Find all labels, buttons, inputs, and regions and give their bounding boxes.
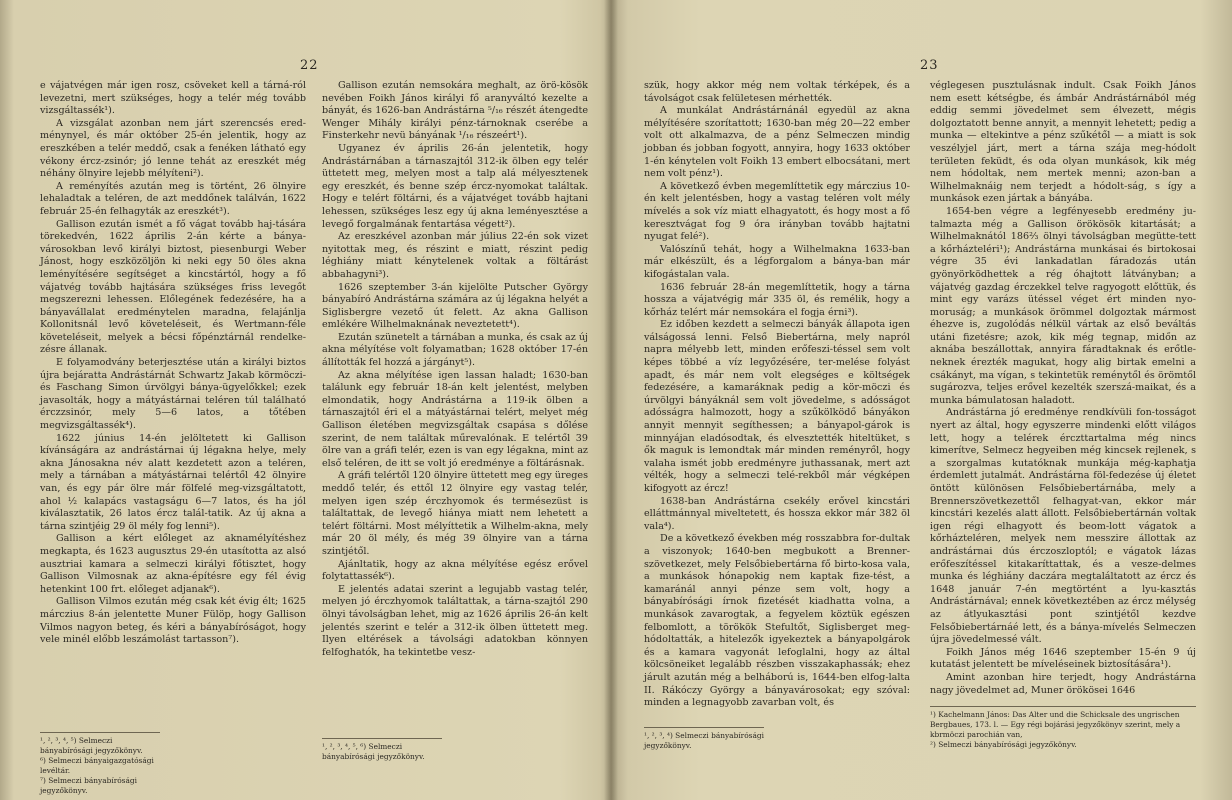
paragraph: 1638-ban Andrástárna csekély erővel kincstári elláttmánnyal miveltetett, és hossza ekkor már 382 öl vala⁴).: [644, 495, 910, 532]
paragraph: Gallison ezután nemsokára meghalt, az örö-kösök nevében Foikh János királyi fő aranyváltó kezelte a bányát, és 1626-ban Andrástárna ⁵/₁₆ részét átengedte Wenger Mihály királyi pénz-tárnoknak cserébe a Finsterkehr nevü bányának ¹/₁₆ részeért¹).: [322, 80, 588, 142]
paragraph: A reményítés azután meg is történt, 26 ölnyire lehaladtak a teléren, de azt meddőnek találván, 1622 február 25-én felhagyták az ereszkét³).: [40, 180, 306, 217]
footnote: ²) Selmeczi bányabírósági jegyzőkönyv.: [930, 740, 1077, 749]
footnote: ⁷) Selmeczi bányabírósági jegyzőkönyv.: [40, 776, 137, 795]
footnotes-column-2: [322, 738, 442, 762]
paragraph: Ezután szünetelt a tárnában a munka, és csak az új akna mélyítése volt folyamatban; 1628 október 17-én állították fel hozzá a járgányt⁵).: [322, 331, 588, 369]
paragraph: Gallison a kért előleget az aknamélyítéshez megkapta, és 1623 augusztus 29-én utasította az alsó ausztriai kamara a selmeczi királyi főtisztet, hogy Gallison Vilmosnak az akna-építésre egy fél évig hetenkint 100 frt. előleget adjanak⁶).: [40, 533, 306, 595]
text-column-1: [40, 80, 306, 700]
footnotes-column-2: [930, 706, 1196, 750]
paragraph: véglegesen pusztulásnak indult. Csak Foikh János nem esett kétségbe, és ámbár Andrástárnából még eddig semmi jövedelmet sem élvezett, mégis dolgoztatott benne annyit, a mennyit lehetett; pedig a munka — eltekintve a pénz szűkétől — a miatt is sok veszélyjel járt, mert a tárna szája meg-hódolt területen feküdt, és oda olyan munkások, kik még nem hódoltak, nem mertek menni; azon-ban a Wilhelmaknáig nem terjedt a hódolt-ság, s így a munkások ezen jártak a bányába.: [930, 80, 1196, 205]
footnote: ¹, ², ³, ⁴, ⁵) Selmeczi bányabírósági jegyzőkönyv.: [40, 736, 143, 755]
paragraph: 1654-ben végre a legfényesebb eredmény ju-talmazta még a Gallison örökösök kitartását; a Wilhelmaknától 186⅔ ölnyi távolságban megütte-tett a kőrházteléri¹); Andrástárna munkásai és birtokosai végre 35 évi lankadatlan fáradozás után gyönyörködhettek a rég óhajtott látványban; a vájatvég gazdag érczekkel telve ragyogott előttük, és mint egy varázs ütéssel véget ért minden nyo-moruság; a munkások örömmel dolgoztak mármost éhezve is, zugolódás nélkül vártak az első beváltás utáni fizetésre; azok, kik még tegnap, midőn az aknába beszállottak, annyira fáradtaknak és erőtle-neknek érezték magukat, hogy alig birtak emelni a csákányt, ma vígan, s tekintetük reménytől és örömtől sugározva, teljes erővel kezelték szerszá-maikat, és a munka bámulatosan haladott.: [930, 205, 1196, 406]
paragraph: Ez időben kezdett a selmeczi bányák állapota igen válságossá lenni. Felső Biebertárna, mely napról napra mélyebb lett, minden erőfeszi-téssel sem volt képes többé a víz legyőzésére, ter-melése folyást apadt, és már nem volt elegséges e költségek fedezésére, a kamaráknak pedig a kör-möczi és úrvölgyi bányáknál sem volt jövedelme, s adósságot adósságra halmozott, hogy a szűkölködő bányákon annyit mennyit segíthessen; a bányapol-gárok is minnyájan eladósodtak, és elvesztették hiteltüket, s ők maguk is lemondtak már minden reményről, hogy valaha ismét jobb eredményre juthassanak, mert azt vélték, hogy a selmeczi telé-rekből már végképen kifogyott az ércz!: [644, 319, 910, 494]
paragraph: Amint azonban hire terjedt, hogy Andrástárna nagy jövedelmet ad, Muner örökösei 1646: [930, 671, 1196, 696]
paragraph: E folyamodvány beterjesztése után a királyi biztos újra bejáratta Andrástárnát Schwartz Jakab körmöczi- és Faschang Simon úrvölgyi bánya-ügyelőkkel; ezek javasolták, hogy a mátyástárnai teléren túl található érczzsinór, mely 5—6 latos, a tőtében megvizsgáltassék⁴).: [40, 357, 306, 432]
paragraph: Valószínű tehát, hogy a Wilhelmakna 1633-ban már elkészült, és a légforgalom a bánya-ban már kifogástalan vala.: [644, 243, 910, 280]
paragraph: A munkálat Andrástárnánál egyedül az akna mélyítésére szorítattott; 1630-ban még 20—22 ember volt ott alkalmazva, de a pénz Selmeczen mindig jobban és jobban fogyott, annyira, hogy 1633 október 1-én kénytelen volt Foikh 13 embert elbocsátani, mert nem volt pénz¹).: [644, 105, 910, 180]
paragraph: Foikh János még 1646 szeptember 15-én 9 új kutatást jelentett be míveléseinek biztosítására¹).: [930, 646, 1196, 671]
paragraph: Ugyanez év április 26-án jelentetik, hogy Andrástárnában a tárnaszajtól 312-ik ölben egy telér üttetett meg, melyen most a talp alá mélyesztenek egy ereszkét, és benne szép ércz-nyomokat találtak. Hogy e telért föltárni, és a vájatvéget tovább hajtani lehessen, szükséges lesz egy új akna leményesztése a levegő forgalmának fentartása végett²).: [322, 142, 588, 230]
right-page: [630, 0, 1220, 800]
paragraph: A következő évben megemlíttetik egy márczius 10-én kelt jelentésben, hogy a vastag teléren volt mély mívelés a sok víz miatt elhagyatott, és hogy most a fő keresztvágat fog 9 óra irányban tovább hajtatni nyugat felé²).: [644, 180, 910, 243]
paragraph: 1636 február 28-án megemlíttetik, hogy a tárna hossza a vájatvégig már 335 öl, és remélik, hogy a kőrház telért már nemsokára el fogja érni³).: [644, 281, 910, 318]
paragraph: De a következő években még rosszabbra for-dultak a viszonyok; 1640-ben megbukott a Brenner-szövetkezet, mely Felsőbiebertárna fő birto-kosa vala, a munkások hónapokig nem kaptak fize-tést, a kamaránál annyi pénze sem volt, hogy a bányabírósági írnok fizetését kiadhatta volna, a munkások zavarogtak, a fegyelem köztük egészen felbomlott, a törökök Stefultőt, Siglisberget meg-hódoltatták, a hitelezők igyekeztek a bányapolgárok és a kamara vagyonát lefoglalni, hogy az által kölcsöneiket legalább részben visszakaphassák; ehez járult azután még a belháború is, 1644-ben elfog-lalta II. Rákóczy György a bányavárosokat; egy szóval: minden a legnagyobb zavarban volt, és: [644, 533, 910, 709]
paragraph: 1622 június 14-én jelöltetett ki Gallison kívánságára az andrástárnai új légakna helye, mely akna Jánosakna név alatt kezdetett azon a teléren, mely a tárnában a mátyástárnai telértől 42 ölnyire van, és egy pár ölre már fölfelé meg-vizsgáltatott, ahol ½ kalapács vastagságu 6—7 latos, és ha jól kiválasztatik, 26 latos ércz talál-tatik. Az új akna a tárna szintjéig 29 öl mély fog lenni⁵).: [40, 432, 306, 532]
page-number: 23: [920, 58, 939, 73]
paragraph: 1626 szeptember 3-án kijelölte Putscher György bányabíró Andrástárna számára az új légakna helyét a Siglisbergre vezető út felett. Az akna Gallison emlékére Wilhelmaknának neveztetett⁴).: [322, 281, 588, 331]
footnotes-column-1: [644, 727, 764, 751]
footnotes-column-1: [40, 732, 160, 796]
paragraph: Andrástárna jó eredménye rendkívüli fon-tosságot nyert az által, hogy egyszerre mindenki előtt világos lett, hogy a telérek érczttartalma még nincs kimerítve, Selmecz hegyeiben még kincsek rejlenek, s a szorgalmas kutatóknak munkája még-kaphatja érdemlett jutalmát. Andrástárna föl-fedezése új életet öntött különösen Felsőbiebertárnába, mely a Brennerszövetkezettől felhagyat-van, ekkor már kincstári kezelés alatt állott. Felsőbiebertárnán voltak igen régi elhagyott és beom-lott vágatok a kőrházteléren, melyek nem messzire állottak az andrástárnai dús érczoszloptól; e vágatok lázas erőfeszítéssel kitakaríttattak, és a vesze-delmes munka és léghiány daczára megtaláltatott az ércz és 1648 január 7-én megtörtént a lyu-kasztás Andrástárnával; ennek következtében az ércz mélység az átlyukasztási pont szintjétől kezdve Felsőbiebertárnáé lett, és a bánya-mívelés Selmeczen újra jövedelmessé vált.: [930, 407, 1196, 646]
paragraph: Gallison Vilmos ezután még csak két évig élt; 1625 márczius 8-án jelentette Muner Fülöp, hogy Gallison Vilmos nagyon beteg, és kéri a bányabíróságot, hogy vele minél előbb leszámolást tartasson⁷).: [40, 596, 306, 646]
paragraph: A gráfi telértől 120 ölnyire üttetett meg egy üreges meddő telér, és ettől 12 ölnyire egy vastag telér, melyen igen szép érczhyomok és termésezüst is találtattak, de levegő hiánya miatt nem lehetett a telért föltárni. Most mélyíttetik a Wilhelm-akna, mely már 20 öl mély, és még 39 ölnyire van a tárna szintjétől.: [322, 470, 588, 557]
paragraph: Az ereszkével azonban már július 22-én sok vizet nyitottak meg, és részint e miatt, részint pedig léghiány miatt kénytelenek voltak a föltárást abbahagyni³).: [322, 231, 588, 280]
footnote: ¹, ², ³, ⁴) Selmeczi bányabírósági jegyzőkönyv.: [644, 731, 764, 750]
paragraph: e vájatvégen már igen rosz, csöveket kell a tárná-ról levezetni, mert szükséges, hogy a telér még tovább vizsgáltassék¹).: [40, 80, 306, 117]
left-page: [20, 0, 600, 800]
paragraph: E jelentés adatai szerint a legujabb vastag telér, melyen jó érczhyomok találtattak, a tárna-szajtól 290 ölnyi távolságban lehet, mig az 1626 április 26-án kelt jelentés szerint e telér a 312-ik ölben üttetett meg. Ilyen eltérések a távolsági adatokban könnyen felfoghatók, ha tekintetbe vesz-: [322, 583, 588, 658]
paragraph: szük, hogy akkor még nem voltak térképek, és a távolságot csak felületesen mérhették.: [644, 80, 910, 104]
paragraph: Ajánltatik, hogy az akna mélyítése egész erővel folytattassék⁶).: [322, 558, 588, 583]
text-column-2: [930, 80, 1196, 700]
text-column-1: [644, 80, 910, 709]
paragraph: Az akna mélyítése igen lassan haladt; 1630-ban találunk egy február 18-án kelt jelentést, melyben elmondatik, hogy Andrástárna a 119-ik ölben a tárnaszajtól éri el a mátyástárnai telért, melyet még Gallison életében megvizsgáltak csapása s dőlése szerint, de nem találtak műrevalónak. E telértől 39 ölre van a gráfi telér, ezen is van egy légakna, mint az első teléren, de itt se volt jó eredménye a föltárásnak.: [322, 369, 588, 469]
footnote: ⁶) Selmeczi bányaigazgatósági levéltár.: [40, 756, 154, 775]
book-gutter: [604, 0, 618, 800]
page-number: 22: [300, 58, 319, 73]
text-column-2: [322, 80, 588, 700]
footnote: ¹, ², ³, ⁴, ⁵, ⁶) Selmeczi bányabírósági jegyzőkönyv.: [322, 742, 425, 761]
footnote: ¹) Kachelmann János: Das Alter und die Schicksale des ungrischen Bergbaues, 173. l. — Egy régi bojárási jegyzőkönyv szerint, mely a kbrmöczi parochián van,: [930, 710, 1181, 739]
paragraph: Gallison ezután ismét a fő vágat tovább haj-tására törekedvén, 1622 április 2-án kérte a bánya-városokban levő királyi biztost, piesenburgi Weber Jánost, hogy eszközöljön ki neki egy 50 öles akna leményítésére segítséget a kincstártól, hogy a fő vájatvég tovább hajtására szükséges friss levegőt megszerezni lehessen. Előlegének fedezésére, ha a bányavállalat eredménytelen maradna, felajánlja Kollonitsnál levő követeléseit, és Wertmann-féle követeléseit, melyek a bécsi főpénztárnál rendelke-zésre állanak.: [40, 218, 306, 356]
paragraph: A vizsgálat azonban nem járt szerencsés ered-ménynyel, és már október 25-én jelentik, hogy az ereszkében a telér meddő, csak a fenéken látható egy vékony ércz-zsinór; jó lenne tehát az ereszkét még néhány ölnyire lejebb mélyíteni²).: [40, 117, 306, 180]
